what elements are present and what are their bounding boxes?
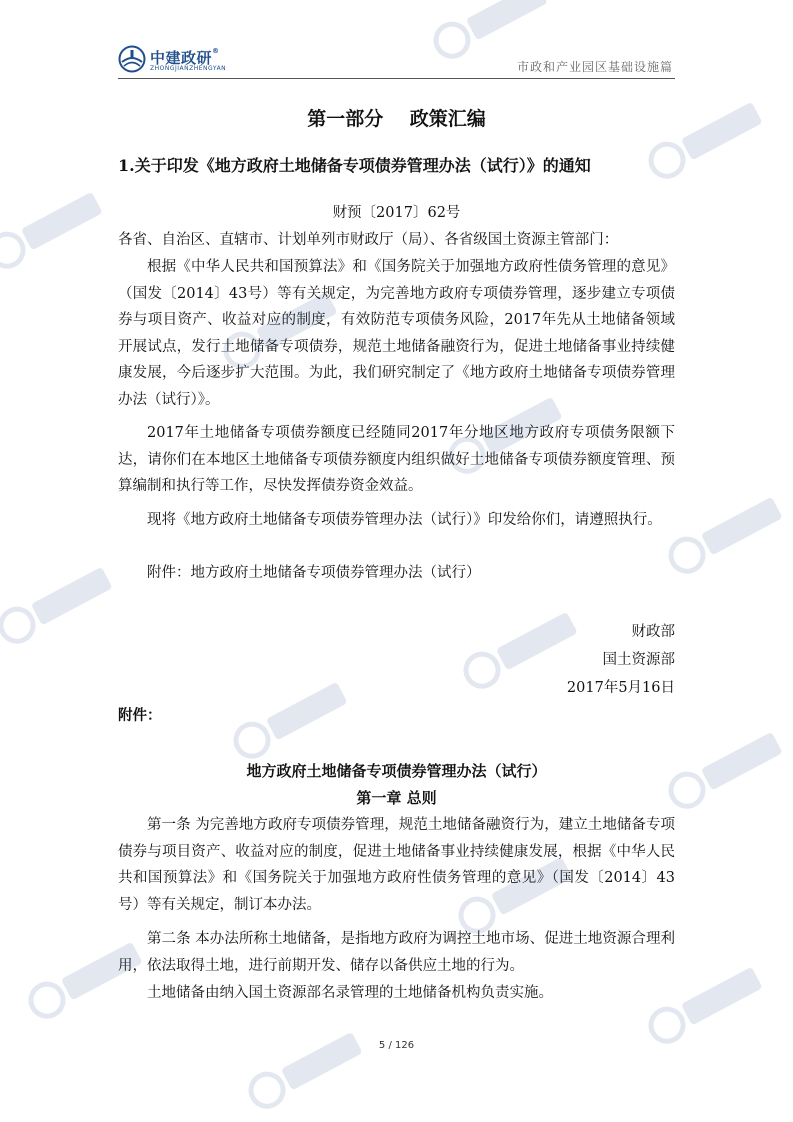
section-title: 1.关于印发《地方政府土地储备专项债券管理办法（试行）》的通知: [118, 156, 591, 175]
logo-text: 中建政研®: [150, 47, 220, 67]
part-title: 第一部分 政策汇编: [307, 108, 486, 130]
measure-title: 地方政府土地储备专项债券管理办法（试行）: [246, 762, 547, 780]
recipients: 各省、自治区、直辖市、计划单列市财政厅（局）、各省级国土资源主管部门：: [118, 232, 619, 248]
logo-pinyin: ZHONGJIANZHENGYAN: [150, 65, 227, 72]
page-header: [118, 42, 675, 79]
watermark-logo-icon: [0, 548, 126, 662]
article: 第一条 为完善地方政府专项债券管理，规范土地储备融资行为，建立土地储备专项债券与项目资产、收益对应的制度，促进土地储备事业持续健康发展，根据《中华人民共和国预算法》和《国务院关于加强地方政府性债务管理的意见》（国发〔2014〕43号）等有关规定，制订本办法。: [118, 817, 675, 913]
paragraph: 附件：地方政府土地储备专项债券管理办法（试行）: [147, 565, 481, 581]
paragraph: 2017年土地储备专项债券额度已经随同2017年分地区地方政府专项债务限额下达，请你们在本地区土地储备专项债券额度内组织做好土地储备专项债券额度管理、预算编制和执行等工作，尽快发挥债券资金效益。: [118, 425, 675, 494]
page-number: 5 / 126: [378, 1040, 415, 1051]
signature-mof: 财政部: [631, 624, 675, 640]
attachment-label: 附件：: [118, 707, 162, 724]
globe-logo-icon: [118, 45, 146, 73]
paragraph: 现将《地方政府土地储备专项债券管理办法（试行）》印发给你们，请遵照执行。: [147, 512, 662, 528]
header-section-name: 市政和产业园区基础设施篇: [516, 60, 673, 74]
logo: [118, 45, 238, 75]
watermark-logo-icon: [634, 83, 777, 197]
watermark-logo-icon: [0, 173, 116, 287]
chapter-title: 第一章 总则: [356, 789, 437, 807]
document-number: 财预〔2017〕62号: [332, 205, 461, 221]
article: 第二条 本办法所称土地储备，是指地方政府为调控土地市场、促进土地资源合理利用，依法取得土地，进行前期开发、储存以备供应土地的行为。: [118, 931, 675, 974]
signature-mlr: 国土资源部: [602, 652, 675, 668]
paragraph: 根据《中华人民共和国预算法》和《国务院关于加强地方政府性债务管理的意见》（国发〔2014〕43号）等有关规定，为完善地方政府专项债券管理，逐步建立专项债券与项目资产、收益对应的制度，有效防范专项债务风险，2017年先从土地储备领域开展试点，发行土地储备专项债券，规范土地储备融资行为，促进土地储备事业持续健康发展，今后逐步扩大范围。为此，我们研究制定了《地方政府土地储备专项债券管理办法（试行）》。: [118, 259, 675, 408]
watermark-logo-icon: [234, 1013, 377, 1122]
signature-date: 2017年5月16日: [566, 680, 675, 696]
article: 土地储备由纳入国土资源部名录管理的土地储备机构负责实施。: [147, 985, 553, 1001]
